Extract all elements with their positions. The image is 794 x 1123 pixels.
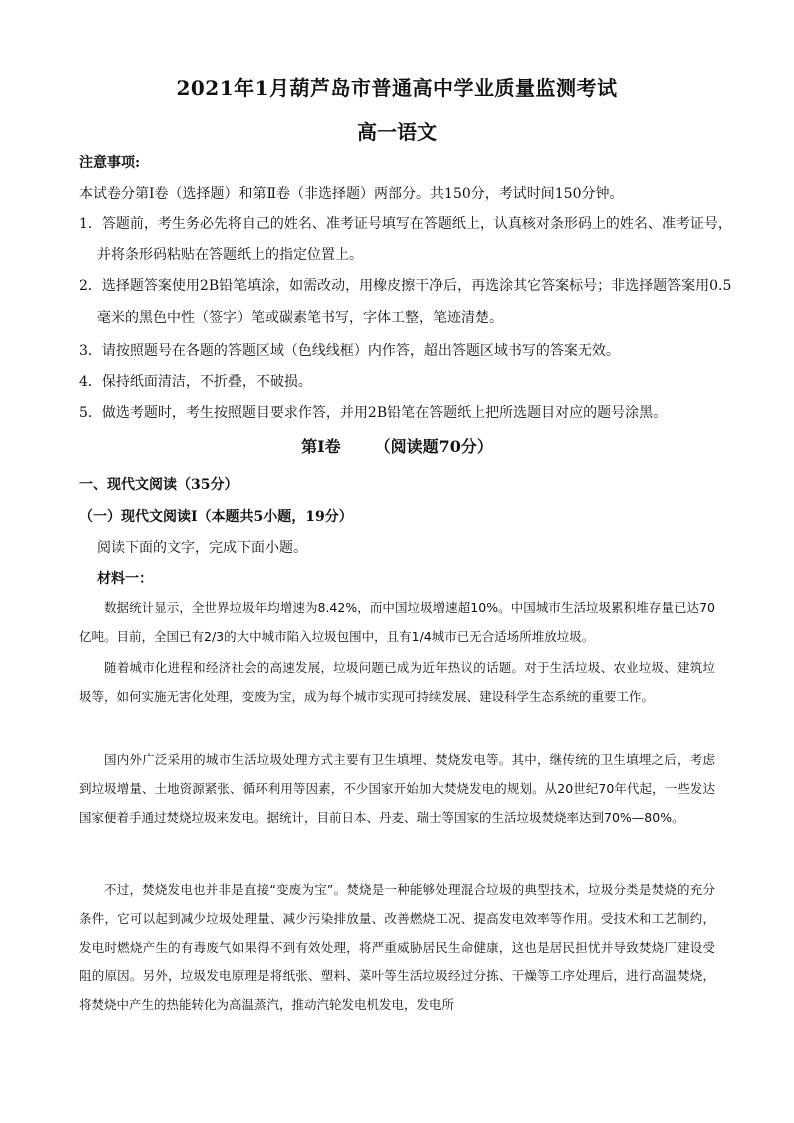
notice-item-4: 4．保持纸面清洁，不折叠，不破损。 [79,374,312,390]
notice-item-3: 3．请按照题号在各题的答题区域（色线线框）内作答，超出答题区域书写的答案无效。 [79,343,620,359]
notice-heading: 注意事项: [79,155,141,171]
part-heading: 一、现代文阅读（35分） [79,477,239,493]
notice-item-1-line-1: 1．答题前，考生务必先将自己的姓名、准考证号填写在答题纸上，认真核对条形码上的姓名、准考证号， [79,216,732,232]
notice-intro: 本试卷分第Ⅰ卷（选择题）和第Ⅱ卷（非选择题）两部分。共150分，考试时间150分钟。 [79,186,624,202]
notice-item-1-line-2: 并将条形码粘贴在答题纸上的指定位置上。 [97,247,363,263]
paragraph-3: 国内外广泛采用的城市生活垃圾处理方式主要有卫生填埋、焚烧发电等。其中，继传统的卫生填埋之后，考虑到垃圾增量、土地资源紧张、循环利用等因素，不少国家开始加大焚烧发电的规划。从20世纪70年代起，一些发达国家便着手通过焚烧垃圾来发电。据统计，目前日本、丹麦、瑞士等国家的生活垃圾焚烧率达到70%—80%。 [79,752,715,825]
volume-label: 第Ⅰ卷 [301,437,341,456]
notice-item-5: 5．做选考题时，考生按照题目要求作答，并用2B铅笔在答题纸上把所选题目对应的题号涂黑。 [79,405,668,421]
section-name: （阅读题70分） [374,437,493,456]
reading-instruction: 阅读下面的文字，完成下面小题。 [97,540,307,556]
sub-heading: （一）现代文阅读Ⅰ（本题共5小题，19分） [79,509,353,525]
notice-item-2-line-1: 2．选择题答案使用2B铅笔填涂，如需改动，用橡皮擦干净后，再选涂其它答案标号；非选择题答案用0.5 [79,278,732,294]
exam-title: 2021年1月葫芦岛市普通高中学业质量监测考试 [176,76,618,100]
notice-item-2-line-2: 毫米的黑色中性（签字）笔或碳素笔书写，字体工整，笔迹清楚。 [97,310,503,326]
paragraph-1: 数据统计显示，全世界垃圾年均增速为8.42%，而中国垃圾增速超10%。中国城市生活垃圾累积堆存量已达70亿吨。目前，全国已有2/3的大中城市陷入垃圾包围中，且有1/4城市已无合适场所堆放垃圾。 [79,600,715,644]
paragraph-4: 不过，焚烧发电也并非是直接“变废为宝”。焚烧是一种能够处理混合垃圾的典型技术，垃圾分类是焚烧的充分条件，它可以起到减少垃圾处理量、减少污染排放量、改善燃烧工况、提高发电效率等作用。受技术和工艺制约，发电时燃烧产生的有毒废气如果得不到有效处理，将严重威胁居民生命健康，这也是居民担忧并导致焚烧厂建设受阻的原因。另外，垃圾发电原理是将纸张、塑料、菜叶等生活垃圾经过分拣、干燥等工序处理后，进行高温焚烧，将焚烧中产生的热能转化为高温蒸汽，推动汽轮发电机发电，发电所 [79,882,715,1013]
subject-title: 高一语文 [357,120,437,144]
section-title [0,434,794,457]
paragraph-2: 随着城市化进程和经济社会的高速发展，垃圾问题已成为近年热议的话题。对于生活垃圾、农业垃圾、建筑垃圾等，如何实施无害化处理，变废为宝，成为每个城市实现可持续发展、建设科学生态系统的重要工作。 [79,660,715,704]
material-label: 材料一： [97,571,153,587]
